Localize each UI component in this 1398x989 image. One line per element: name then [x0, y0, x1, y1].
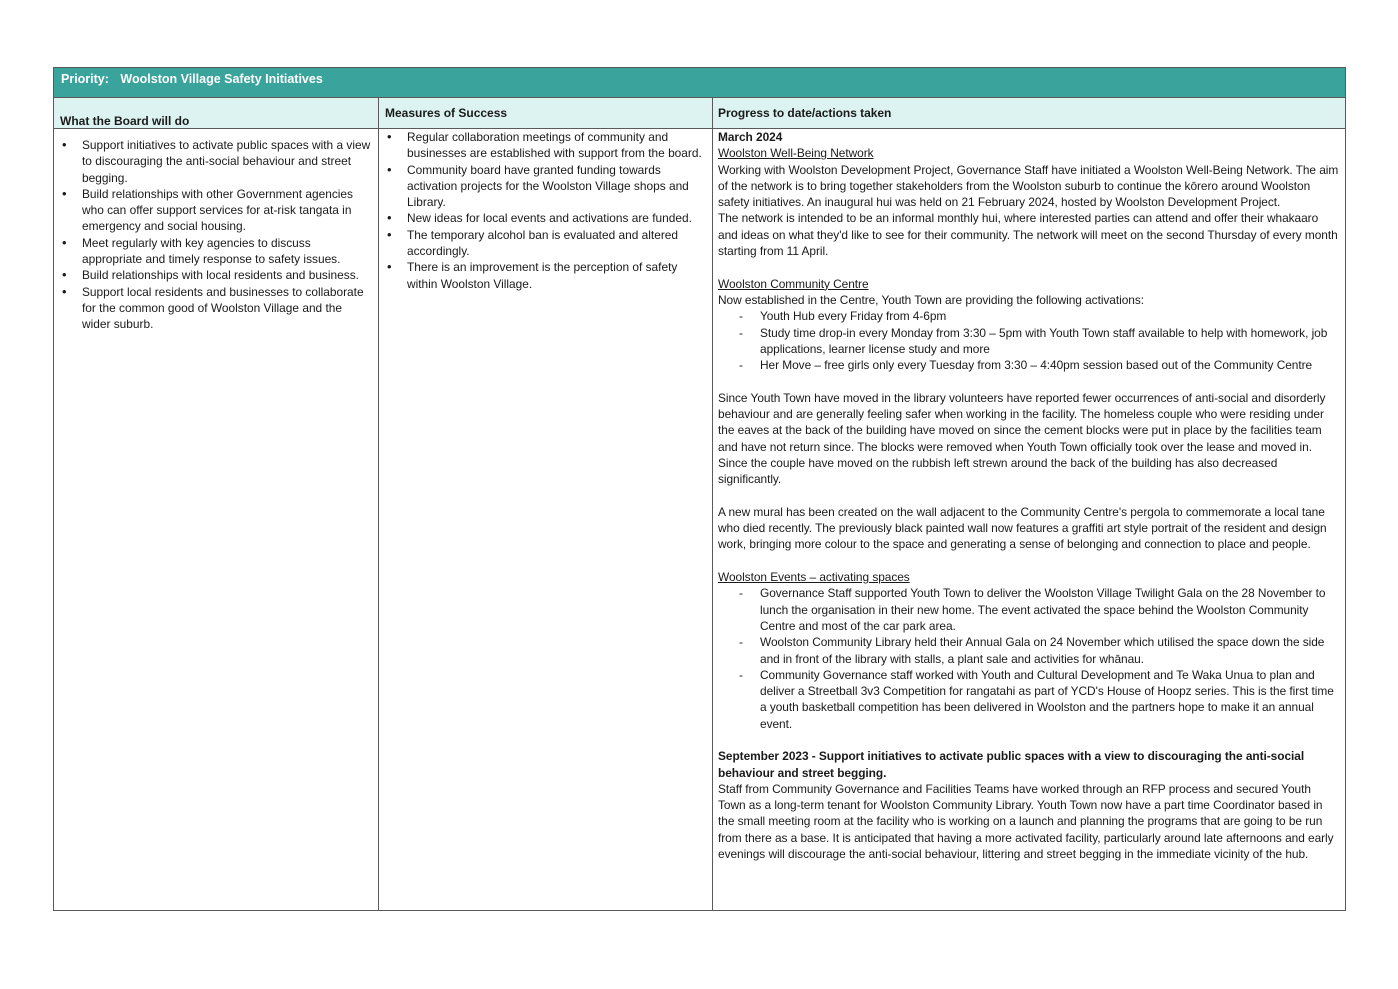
board-actions-list [60, 137, 372, 333]
list-item: • Community board have granted funding towards activation projects for the Woolston Village shops and Library. [385, 162, 706, 211]
library-paragraph: Since Youth Town have moved in the library volunteers have reported fewer occurrences of anti-social and disorderly behaviour and are generally feeling safer when working in the facility. The homeless couple who were residing under the eaves at the back of the building have moved on since the cement blocks were put in place by the facilities team and have not return since. The blocks were removed when Youth Town officially took over the lease and moved in. Since the couple have moved on the rubbish left strewn around the back of the building has also decreased significantly. [718, 390, 1326, 487]
community-centre-title: Woolston Community Centre [718, 276, 869, 291]
events-list [718, 585, 1339, 732]
events-title: Woolston Events – activating spaces [718, 570, 910, 585]
mural-paragraph: A new mural has been created on the wall adjacent to the Community Centre's pergola to commemorate a local tane who died recently. The previously black painted wall now features a graffiti art style portrait of the resident and design work, bringing more colour to the space and generating a sense of belonging and connection to place and people. [718, 504, 1327, 552]
list-item: • The temporary alcohol ban is evaluated and altered accordingly. [385, 227, 706, 260]
content-row [54, 129, 1345, 910]
list-item: - Governance Staff supported Youth Town to deliver the Woolston Village Twilight Gala on the 28 November to lunch the organisation in their new home. The event activated the space behind the Woolston Community Centre and most of the car park area. [718, 585, 1339, 634]
header-progress: Progress to date/actions taken [718, 106, 892, 120]
list-item: • Meet regularly with key agencies to discuss appropriate and timely response to safety issues. [60, 235, 372, 268]
measures-list [385, 129, 706, 292]
header-row [54, 98, 1345, 129]
list-item: • New ideas for local events and activations are funded. [385, 210, 706, 226]
activations-list [718, 308, 1339, 373]
priority-table [53, 67, 1346, 911]
priority-label: Priority: [61, 72, 109, 86]
measures-cell [379, 129, 713, 910]
list-item: - Woolston Community Library held their Annual Gala on 24 November which utilised the space down the side and in front of the library with stalls, a plant sale and activities for whānau. [718, 634, 1339, 667]
priority-bar [54, 68, 1345, 98]
list-item: • Build relationships with local residents and business. [60, 267, 372, 283]
list-item: • Support local residents and businesses to collaborate for the common good of Woolston Village and the wider suburb. [60, 284, 372, 333]
list-item: - Community Governance staff worked with Youth and Cultural Development and Te Waka Unua to plan and deliver a Streetball 3v3 Competition for rangatahi as part of YCD's House of Hoopz series. This is the first time a youth basketball competition has been delivered in Woolston and the partners hope to make it an annual event. [718, 667, 1339, 732]
header-board-actions: What the Board will do [54, 98, 379, 128]
list-item: • Support initiatives to activate public spaces with a view to discouraging the anti-social behaviour and street begging. [60, 137, 372, 186]
march-heading: March 2024 [718, 130, 783, 144]
list-item: • Regular collaboration meetings of community and businesses are established with support from the board. [385, 129, 706, 162]
list-item: - Youth Hub every Friday from 4-6pm [718, 308, 1339, 324]
priority-title: Woolston Village Safety Initiatives [120, 72, 323, 86]
wellbeing-paragraph-1: Working with Woolston Development Project, Governance Staff have initiated a Woolston Well-Being Network. The aim of the network is to bring together stakeholders from the Woolston suburb to continue the kōrero around Woolston safety initiatives. An inaugural hui was held on 21 February 2024, hosted by Woolston Development Project. [718, 162, 1339, 210]
header-measures: Measures of Success [379, 98, 713, 128]
wellbeing-paragraph-2: The network is intended to be an informal monthly hui, where interested parties can attend and offer their whakaaro and ideas on what they'd like to see for their community. The network will meet on the second Thursday of every month starting from 11 April. [718, 211, 1338, 259]
board-actions-cell [54, 129, 379, 910]
community-centre-intro: Now established in the Centre, Youth Town are providing the following activations: [718, 292, 1144, 307]
september-heading: September 2023 - Support initiatives to activate public spaces with a view to discouraging the anti-social behaviour and street begging. [718, 749, 1305, 780]
list-item: - Study time drop-in every Monday from 3:30 – 5pm with Youth Town staff available to help with homework, job applications, learner license study and more [718, 325, 1339, 358]
september-paragraph: Staff from Community Governance and Facilities Teams have worked through an RFP process and secured Youth Town as a long-term tenant for Woolston Community Library. Youth Town now have a part time Coordinator based in the small meeting room at the facility who is working on a launch and planning the programs that are going to be run from there as a base. It is anticipated that having a more activated facility, particularly around late afternoons and early evenings will discourage the anti-social behaviour, littering and street begging in the immediate vicinity of the hub. [718, 781, 1334, 862]
list-item: • There is an improvement is the perception of safety within Woolston Village. [385, 259, 706, 292]
progress-cell [713, 129, 1345, 910]
list-item: • Build relationships with other Government agencies who can offer support services for at-risk tangata in emergency and social housing. [60, 186, 372, 235]
list-item: - Her Move – free girls only every Tuesday from 3:30 – 4:40pm session based out of the Community Centre [718, 357, 1339, 373]
wellbeing-title: Woolston Well-Being Network [718, 146, 874, 161]
